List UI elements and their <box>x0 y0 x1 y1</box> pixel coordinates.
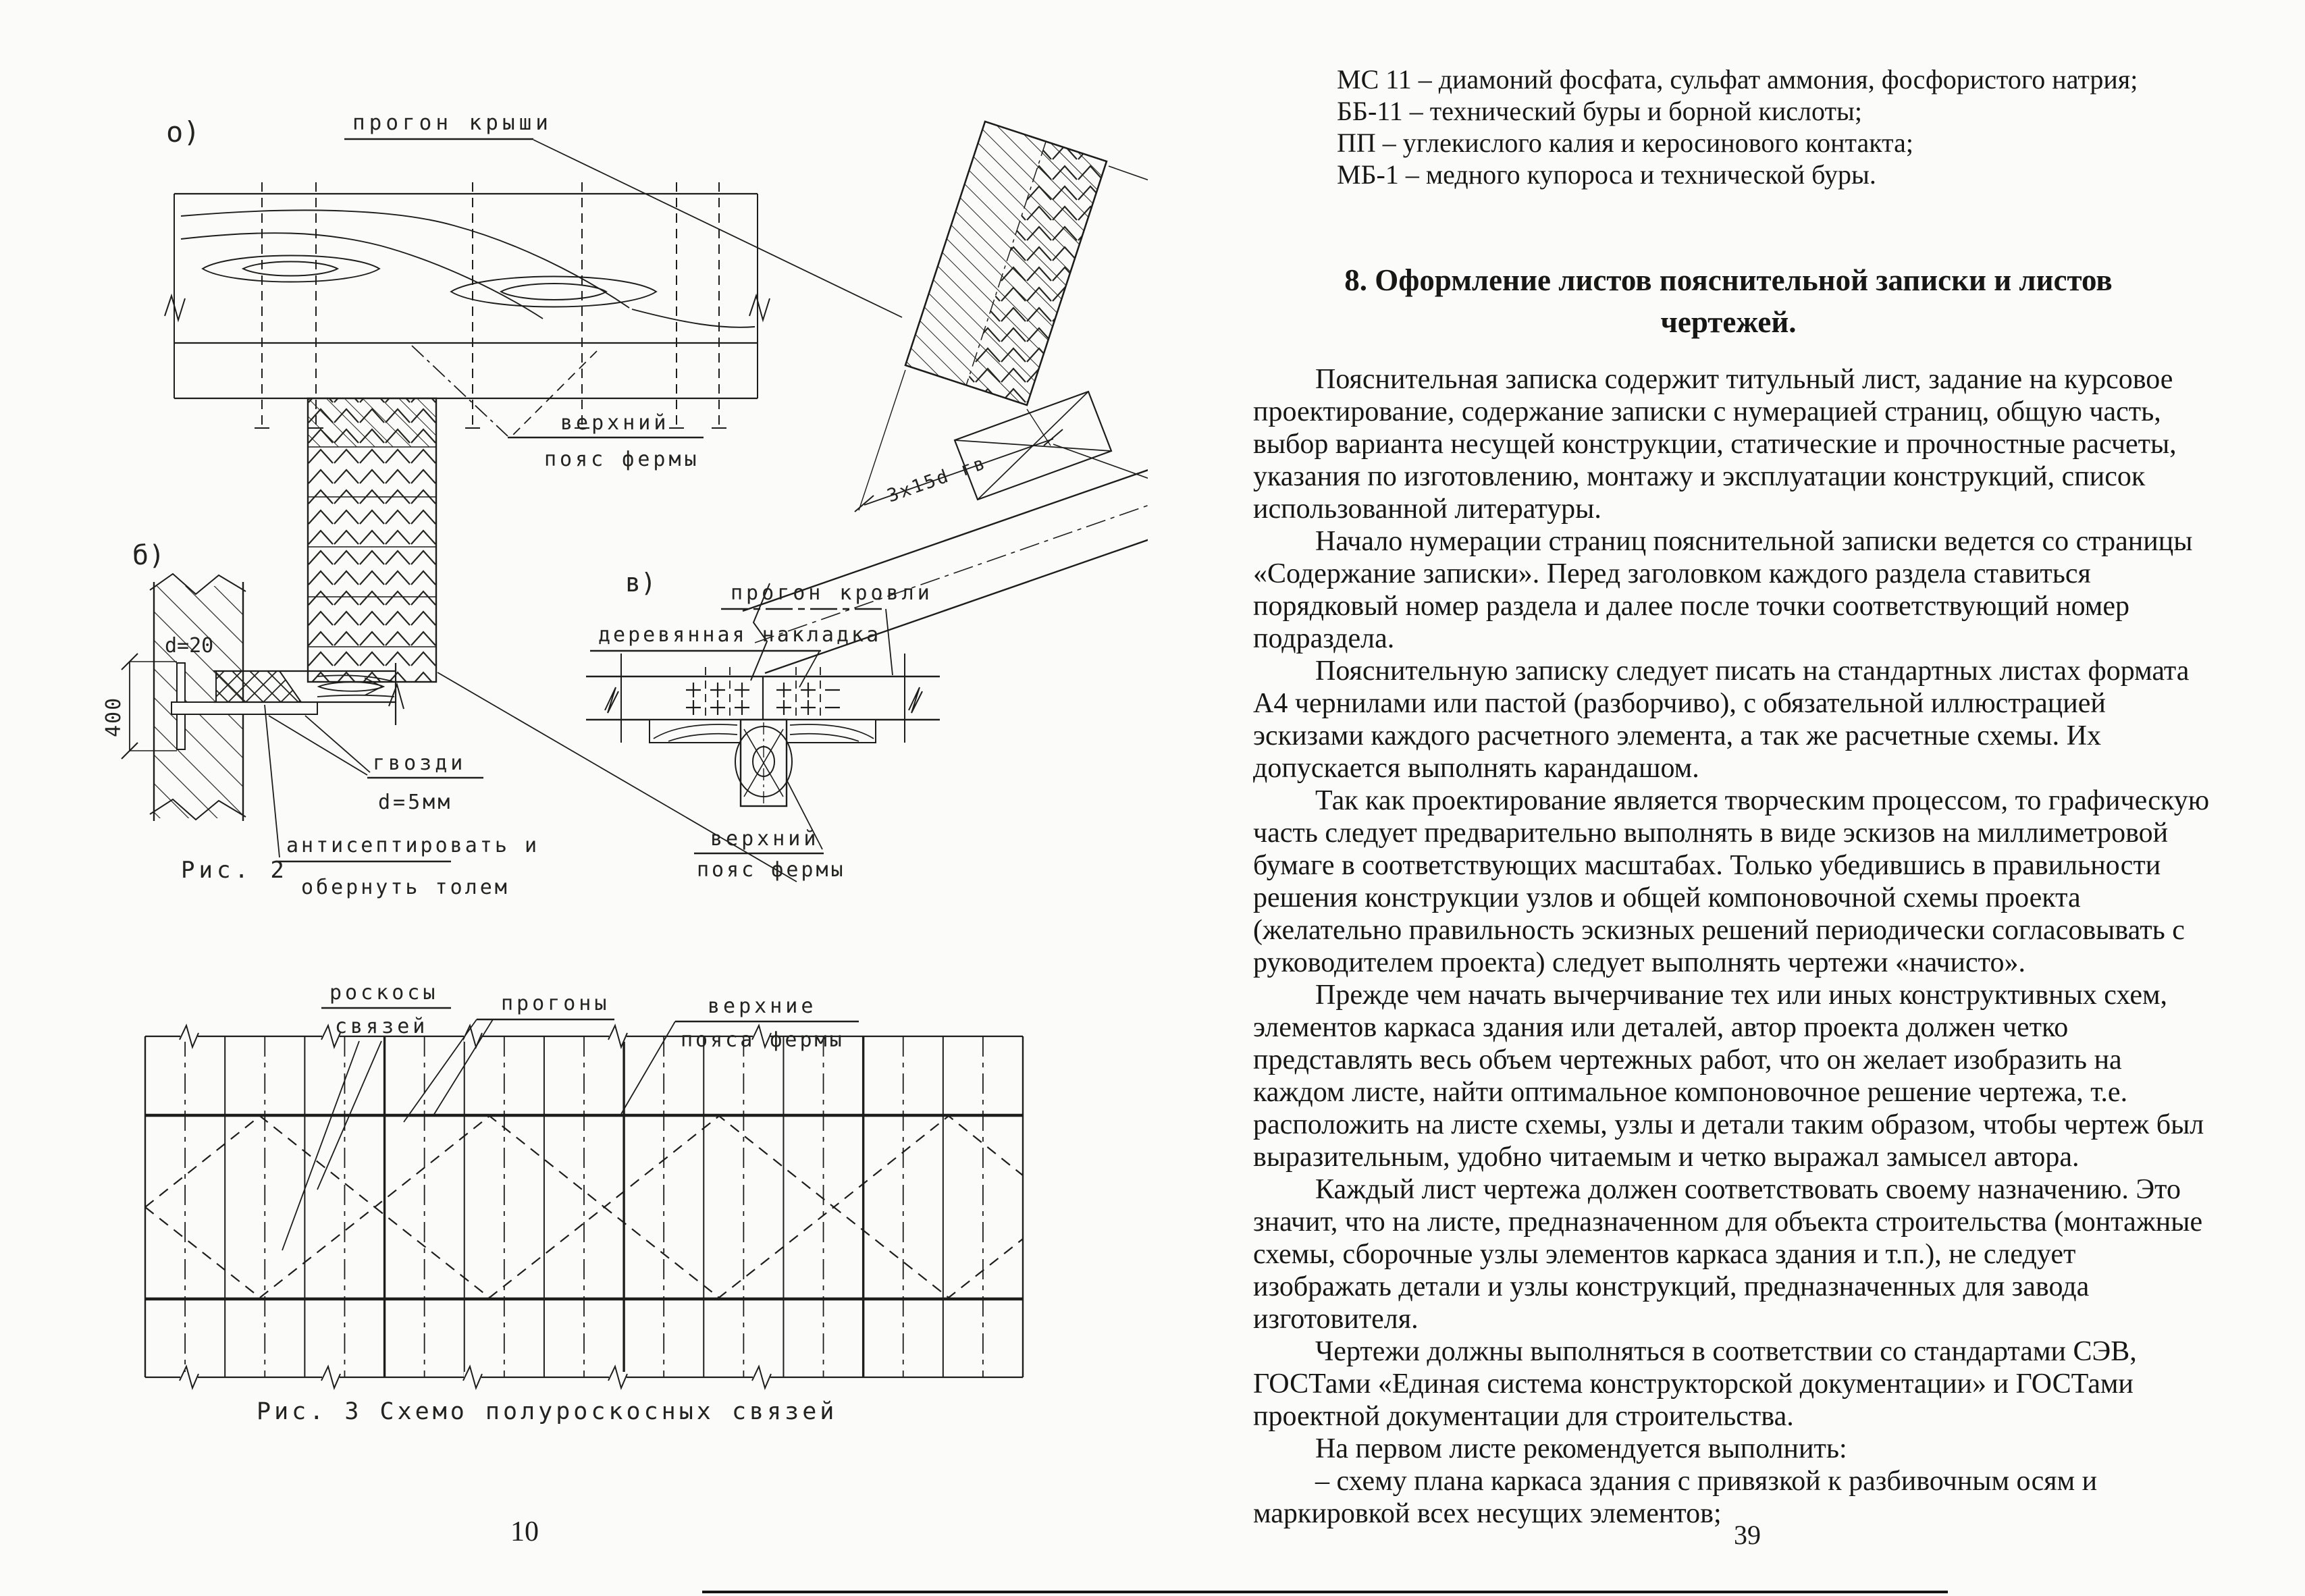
flame-retardant-list <box>1337 63 2138 190</box>
body-text <box>1253 363 2220 1530</box>
svg-text:гвозди: гвозди <box>373 751 467 775</box>
right-page-number: 39 <box>1734 1520 1761 1550</box>
paragraph: Начало нумерации страниц пояснительной записки ведется со страницы «Содержание записки». Перед заголовком каждого раздела ставиться порядковый номер раздела и далее после точки соответствующий номер подраздела. <box>1253 526 2193 654</box>
list-item: ББ-11 – технический буры и борной кислоты; <box>1337 96 1862 126</box>
leader-line <box>269 716 367 775</box>
bolt-lines <box>262 182 719 428</box>
figure-3 <box>145 981 1023 1425</box>
dim-400-label: 400 <box>102 696 126 737</box>
list-item: ПП – углекислого калия и керосинового контакта; <box>1337 128 1913 158</box>
paragraph: Чертежи должны выполняться в соответствии со стандартами СЭВ, ГОСТами «Единая система конструкторской документации» и ГОСТами проектной документации для строительства. <box>1253 1336 2137 1432</box>
right-page <box>1148 0 2305 1596</box>
purlins-label <box>404 992 614 1122</box>
svg-text:пояса фермы: пояса фермы <box>681 1028 845 1052</box>
leader-line <box>282 1041 359 1250</box>
d20-label: d=20 <box>165 634 214 658</box>
top-chord-label-o <box>412 346 704 471</box>
nails-label <box>269 716 483 814</box>
leader-line <box>533 140 902 317</box>
fig3-breaks <box>180 1026 771 1388</box>
paragraph: Каждый лист чертежа должен соответствовать своему назначению. Это значит, что на листе, предназначенном для объекта строительства (монтажные схемы, сборочные узлы элементов каркаса здания и т.п.), не следует изображать детали и узлы конструкций, предназначенных для завода изготовителя. <box>1253 1174 2203 1335</box>
drawings-canvas <box>0 0 1148 1596</box>
roof-purlin-label: прогон крыши <box>352 111 552 135</box>
leader-line <box>886 609 893 675</box>
svg-text:верхний: верхний <box>560 411 670 435</box>
paragraph: Пояснительная записка содержит титульный лист, задание на курсовое проектирование, содержание записки с нумерацией страниц, общую часть, выбор варианта несущей конструкции, статические и прочностные расчеты, указания по изготовлению, монтажу и эксплуатации конструкций, список использованной литературы. <box>1253 364 2177 525</box>
list-item: МБ-1 – медного купороса и технической буры. <box>1337 159 1876 190</box>
paragraph: На первом листе рекомендуется выполнить: <box>1315 1433 1847 1464</box>
dimension-line <box>1109 166 1148 312</box>
svg-text:d=5мм: d=5мм <box>378 791 453 814</box>
break-mark <box>749 296 770 320</box>
svg-text:пояс фермы: пояс фермы <box>544 448 700 471</box>
svg-text:прогоны: прогоны <box>501 992 610 1015</box>
wood-pad-label <box>590 623 881 687</box>
paragraph: – схему плана каркаса здания с привязкой к разбивочным осям и маркировкой всех несущих элементов; <box>1253 1466 2098 1529</box>
break-mark <box>605 687 618 713</box>
purlin-side-view <box>165 182 770 428</box>
figure-o <box>165 111 1148 882</box>
chord-end-view <box>735 720 792 806</box>
left-page-number: 10 <box>510 1516 539 1547</box>
paragraph: Так как проектирование является творческим процессом, то графическую часть следует предварительно выполнять в виде эскизов на миллиметровой бумаге в соответствующих масштабах. Только убедившись в правильности решения конструкции узлов и общей компоновочной схемы проекта (желательно правильность эскизных решений периодически согласовывать с руководителем проекта) следует выполнять чертежи «начисто». <box>1253 785 2210 978</box>
wood-grain <box>181 210 755 327</box>
leader-line <box>621 1021 675 1114</box>
bearing-plate <box>171 702 317 714</box>
svg-text:связей: связей <box>335 1015 429 1038</box>
leader-line <box>799 651 820 687</box>
scan-artifact-line <box>702 1591 1948 1593</box>
nails-dim-label: 3x15d гв <box>884 452 990 507</box>
fig3-verticals <box>185 1036 983 1377</box>
figure-3-caption: Рис. 3 Схемо полуроскосных связей <box>257 1398 838 1425</box>
svg-text:деревянная накладка: деревянная накладка <box>598 623 882 647</box>
paragraph: Пояснительную записку следует писать на стандартных листах формата А4 чернилами или пастой (разборчиво), с обязательной иллюстрацией эскизами каждого расчетного элемента, а так же расчетные схемы. Их допускается выполнять карандашом. <box>1253 656 2190 784</box>
left-page <box>0 0 1148 1596</box>
svg-text:антисептировать и: антисептировать и <box>286 834 540 857</box>
svg-text:пояс фермы: пояс фермы <box>697 858 846 882</box>
figure-v-marker: в) <box>625 568 656 597</box>
section-heading: 8. Оформление листов пояснительной записки и листов чертежей. <box>1344 263 2113 339</box>
figure-b-marker: б) <box>132 540 165 571</box>
figure-2-caption: Рис. 2 <box>181 857 288 884</box>
svg-text:роскосы: роскосы <box>329 981 439 1005</box>
figure-v <box>586 568 940 882</box>
figure-o-marker: о) <box>166 115 201 149</box>
paragraph: Прежде чем начать вычерчивание тех или иных конструктивных схем, элементов каркаса здания или деталей, автор проекта должен четко представлять весь объем чертежных работ, что он желает изобразить на каждом листе, найти оптимальное компоновочное решение чертежа, т.е. расположить на листе схемы, узлы и детали таким образом, чтобы чертеж был выразительным, удобно читаемым и четко выражал замысел автора. <box>1253 980 2204 1173</box>
list-item: МС 11 – диамоний фосфата, сульфат аммония, фосфористого натрия; <box>1337 64 2138 95</box>
svg-text:верхние: верхние <box>708 994 817 1018</box>
svg-text:прогон кровли: прогон кровли <box>731 581 933 605</box>
break-mark <box>909 687 922 713</box>
svg-text:обернуть толем: обернуть толем <box>301 876 510 899</box>
antiseptic-pad <box>216 671 301 702</box>
svg-text:верхний: верхний <box>710 827 820 851</box>
leader-line <box>265 705 280 857</box>
section-heading-wrap <box>1242 259 2215 343</box>
